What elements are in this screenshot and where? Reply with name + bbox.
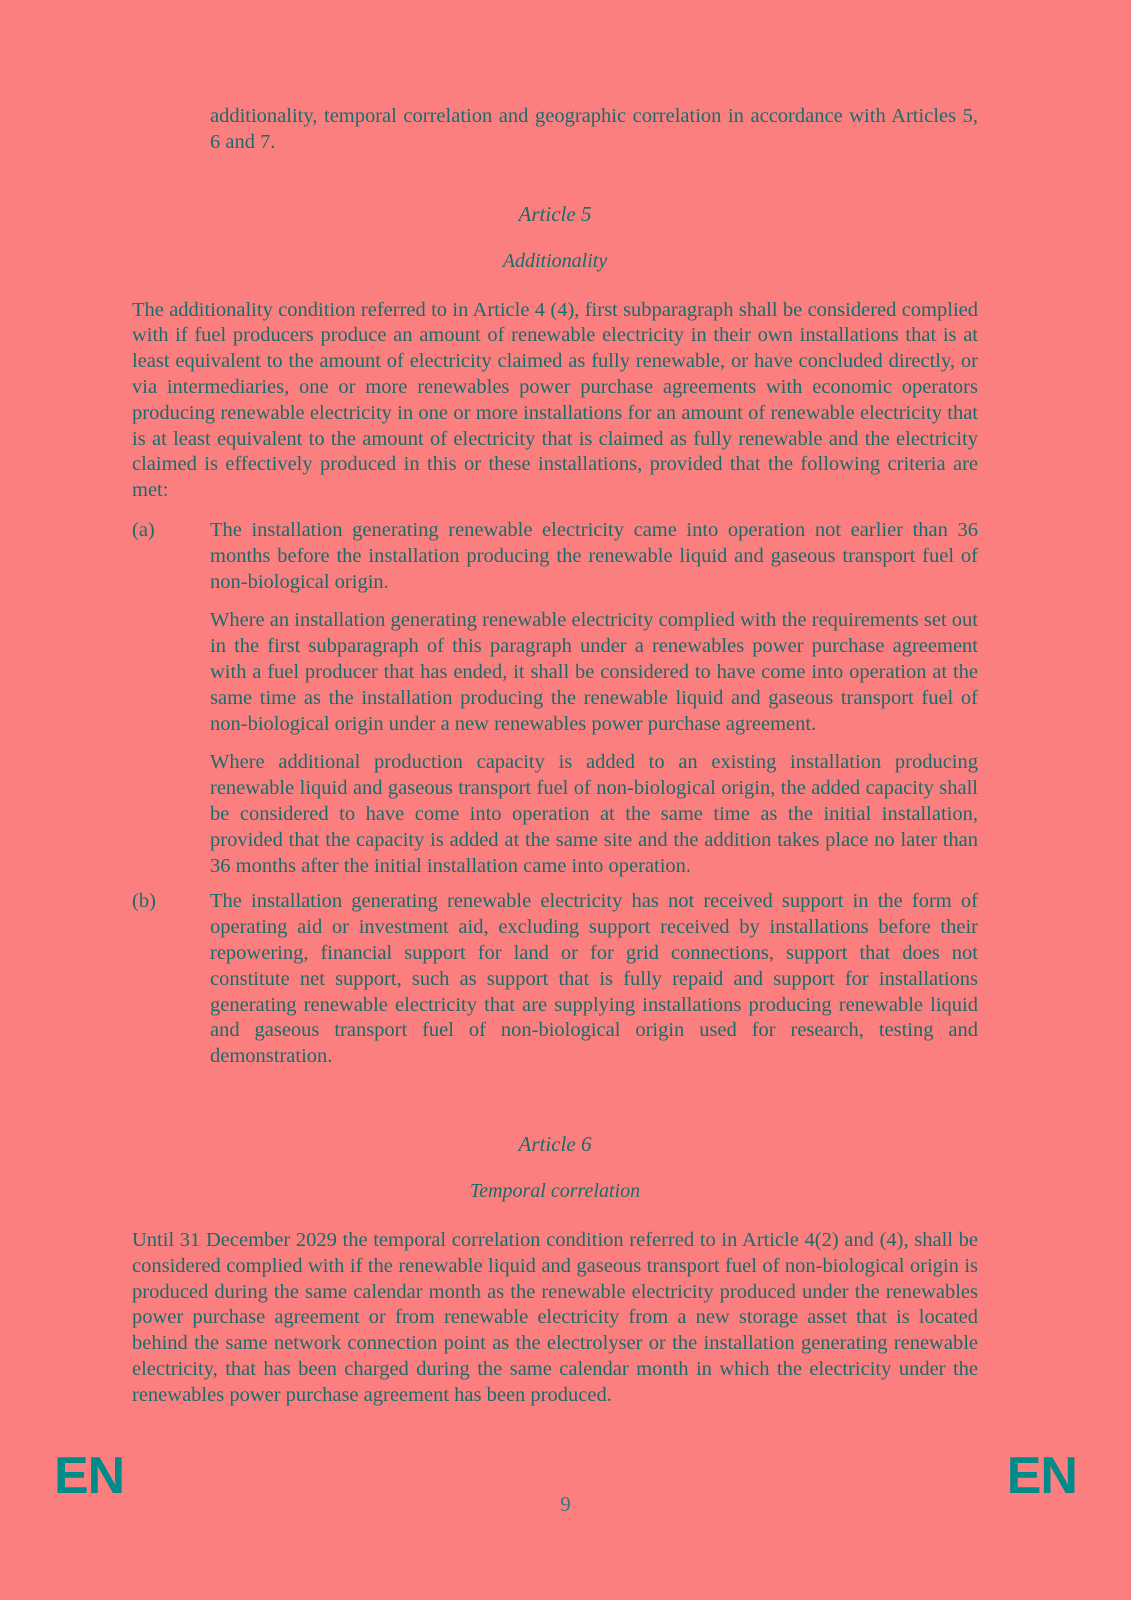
list-item-label-a: (a) — [132, 518, 155, 541]
spacer — [132, 504, 978, 518]
spacer — [132, 879, 978, 889]
article-5-title: Additionality — [502, 249, 608, 272]
continuation-paragraph: additionality, temporal correlation and geographic correlation in accordance with Articles 5, 6 and 7. — [210, 105, 978, 153]
article-5-intro-paragraph: The additionality condition referred to in Article 4 (4), first subparagraph shall be considered complied with if fuel producers produce an amount of renewable electricity in their own installations that is at least equivalent to the amount of electricity claimed as fully renewable, or have concluded directly, or via intermediaries, one or more renewables power purchase agreements with economic operators producing renewable electricity in one or more installations for an amount of renewable electricity that is at least equivalent to the amount of electricity that is claimed as fully renewable and the electricity claimed is effectively produced in this or these installations, provided that the following criteria are met: — [132, 298, 978, 502]
language-marker-left: EN — [54, 1447, 125, 1505]
list-item — [132, 889, 978, 1070]
paragraph: Where additional production capacity is added to an existing installation producing renewable liquid and gaseous transport fuel of non-biological origin, the added capacity shall be considered to have come into operation at the same time as the initial installation, provided that the capacity is added at the same site and the addition takes place no later than 36 months after the initial installation came into operation. — [210, 751, 978, 877]
list-item-label-b: (b) — [132, 890, 156, 913]
page-number: 9 — [560, 1492, 571, 1516]
spacer — [132, 1157, 978, 1179]
list-item-body-a — [210, 518, 978, 879]
article-6-body-paragraph: Until 31 December 2029 the temporal correlation condition referred to in Article 4(2) and (4), shall be considered complied with if the renewable liquid and gaseous transport fuel of non-biological origin is produced during the same calendar month as the renewable electricity produced under the renewables power purchase agreement or from renewable electricity from a new storage asset that is located behind the same network connection point as the electrolyser or the installation generating renewable electricity, that has been charged during the same calendar month in which the electricity under the renewables power purchase agreement has been produced. — [132, 1228, 978, 1406]
page-content — [132, 104, 978, 1408]
paragraph: The installation generating renewable electricity came into operation not earlier than 36 months before the installation producing the renewable liquid and gaseous transport fuel of non-biological origin. — [210, 518, 978, 593]
article-6-number: Article 6 — [518, 1131, 592, 1156]
language-marker-right: EN — [1006, 1447, 1077, 1505]
list-item — [132, 518, 978, 879]
spacer — [132, 156, 978, 202]
spacer — [132, 1204, 978, 1228]
article-6-title: Temporal correlation — [469, 1179, 641, 1202]
paragraph: The installation generating renewable electricity has not received support in the form of operating aid or investment aid, excluding support received by installations before their repowering, financial support for land or for grid connections, support that does not constitute net support, such as support that is fully repaid and support for installations generating renewable electricity that are supplying installations producing renewable liquid and gaseous transport fuel of non-biological origin used for research, testing and demonstration. — [210, 890, 978, 1068]
spacer — [132, 1070, 978, 1132]
spacer — [132, 227, 978, 249]
spacer — [132, 274, 978, 298]
list-item-body-b — [210, 889, 978, 1070]
paragraph: Where an installation generating renewable electricity complied with the requirements set out in the first subparagraph of this paragraph under a renewables power purchase agreement with a fuel producer that has ended, it shall be considered to have come into operation at the same time as the installation producing the renewable liquid and gaseous transport fuel of non-biological origin under a new renewables power purchase agreement. — [210, 609, 978, 735]
article-5-number: Article 5 — [518, 201, 592, 226]
